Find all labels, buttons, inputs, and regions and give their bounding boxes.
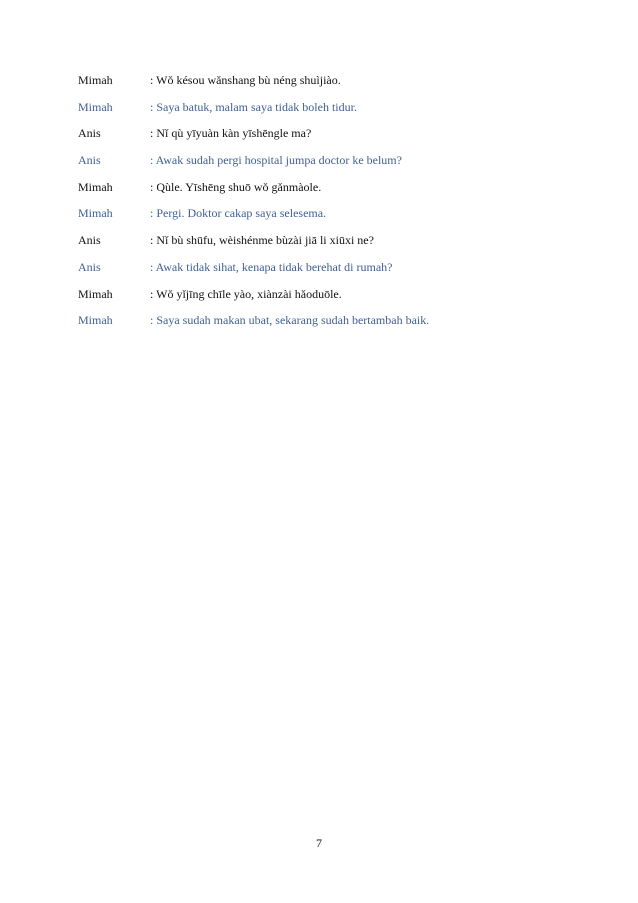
speaker-name: Mimah	[78, 99, 113, 114]
utterance-text: : Wǒ késou wǎnshang bù néng shuìjiào.	[150, 73, 341, 87]
speaker-name: Mimah	[78, 73, 113, 87]
speaker-name: Mimah	[78, 313, 113, 328]
utterance-text: : Awak sudah pergi hospital jumpa doctor ke belum?	[150, 153, 402, 168]
utterance-text: : Pergi. Doktor cakap saya selesema.	[150, 206, 327, 221]
utterance-text: : Qùle. Yīshēng shuō wǒ gǎnmàole.	[150, 179, 322, 194]
dialogue-line	[78, 204, 598, 223]
speaker-name: Anis	[78, 153, 101, 168]
speaker-name: Mimah	[78, 286, 113, 301]
page-number: 7	[316, 836, 322, 850]
dialogue-line	[78, 258, 598, 277]
speaker-name: Anis	[78, 259, 101, 274]
utterance-text: : Nǐ qù yīyuàn kàn yīshēngle ma?	[150, 126, 312, 141]
dialogue-line	[78, 151, 598, 170]
dialogue-block	[78, 71, 598, 338]
dialogue-line	[78, 178, 598, 197]
speaker-name: Anis	[78, 233, 101, 248]
dialogue-line	[78, 311, 598, 330]
dialogue-line	[78, 98, 598, 117]
speaker-name: Mimah	[78, 206, 113, 221]
dialogue-line	[78, 231, 598, 250]
utterance-text: : Nǐ bù shūfu, wèishénme bùzài jiā li xiūxi ne?	[150, 233, 374, 248]
dialogue-line	[78, 285, 598, 304]
dialogue-line	[78, 71, 598, 90]
speaker-name: Anis	[78, 126, 101, 141]
utterance-text: : Awak tidak sihat, kenapa tidak berehat di rumah?	[150, 259, 393, 274]
speaker-name: Mimah	[78, 179, 113, 194]
dialogue-line	[78, 124, 598, 143]
utterance-text: : Saya batuk, malam saya tidak boleh tidur.	[150, 99, 357, 114]
utterance-text: : Saya sudah makan ubat, sekarang sudah bertambah baik.	[150, 313, 430, 328]
utterance-text: : Wǒ yǐjīng chīle yào, xiànzài hǎoduōle.	[150, 286, 342, 301]
